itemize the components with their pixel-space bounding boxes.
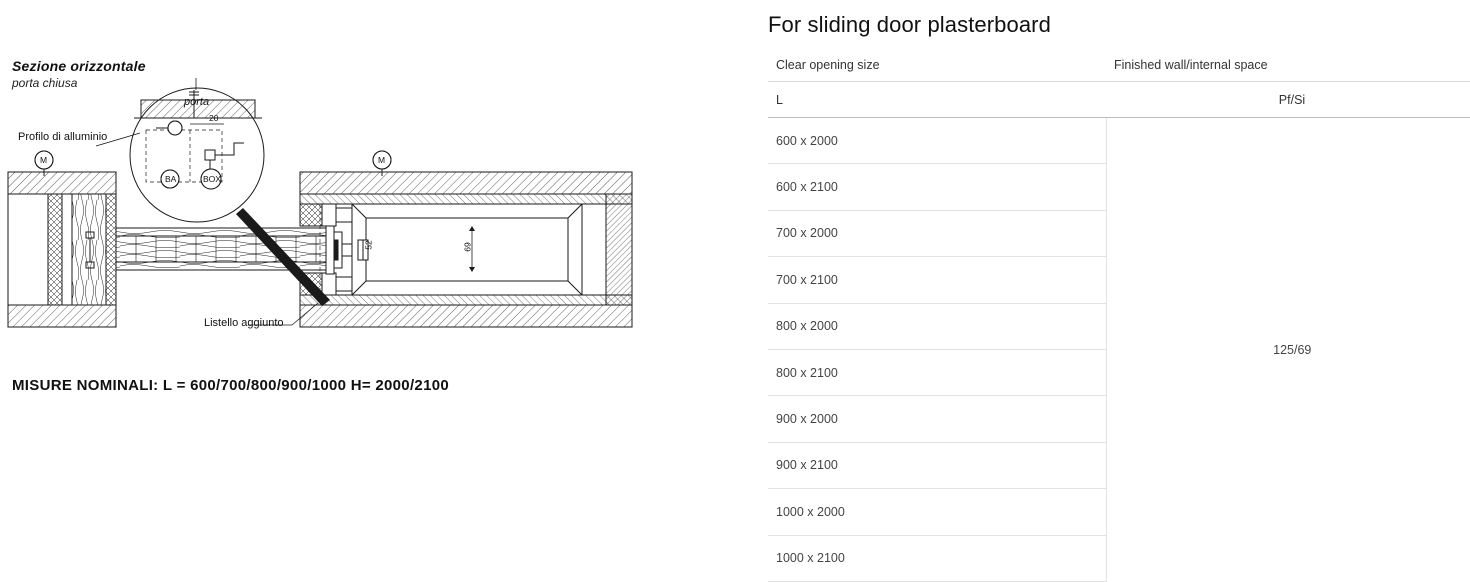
tag-ba-detail: BA bbox=[165, 174, 177, 184]
cell-size: 800 x 2000 bbox=[768, 303, 1106, 349]
label-profilo-alluminio: Profilo di alluminio bbox=[18, 131, 108, 143]
cell-size: 800 x 2100 bbox=[768, 349, 1106, 395]
cell-size: 600 x 2100 bbox=[768, 164, 1106, 210]
table-group-header-row bbox=[768, 48, 1470, 82]
label-porta: porta bbox=[184, 96, 210, 108]
subheader-L: L bbox=[768, 82, 1106, 118]
cell-size: 600 x 2000 bbox=[768, 118, 1106, 164]
label-porta-dimension: ~20 bbox=[204, 113, 219, 123]
subheader-pf-si: Pf/Si bbox=[1106, 82, 1470, 118]
table-row bbox=[768, 118, 1470, 164]
header-finished-wall: Finished wall/internal space bbox=[1106, 48, 1470, 82]
dimension-52: 52 bbox=[363, 240, 374, 250]
cell-merged-pf-si: 125/69 bbox=[1273, 342, 1312, 357]
header-clear-opening-size: Clear opening size bbox=[768, 48, 1106, 82]
cell-size: 900 x 2000 bbox=[768, 396, 1106, 442]
cell-size: 1000 x 2100 bbox=[768, 535, 1106, 581]
drawing-title: Sezione orizzontale bbox=[12, 58, 146, 74]
sizes-table-pane bbox=[768, 0, 1470, 577]
label-listello-aggiunto: Listello aggiunto bbox=[204, 317, 284, 329]
tag-m-left: M bbox=[40, 155, 48, 165]
sizes-table bbox=[768, 48, 1470, 582]
cell-size: 700 x 2000 bbox=[768, 210, 1106, 256]
dimension-69: 69 bbox=[462, 242, 473, 252]
nominal-sizes-note: MISURE NOMINALI: L = 600/700/800/900/1000 H= 2000/2100 bbox=[12, 377, 449, 394]
tag-box-detail: BOX bbox=[203, 174, 221, 184]
horizontal-section-drawing bbox=[0, 0, 745, 360]
cell-size: 1000 x 2000 bbox=[768, 489, 1106, 535]
cell-size: 900 x 2100 bbox=[768, 442, 1106, 488]
page-title: For sliding door plasterboard bbox=[768, 12, 1051, 37]
table-sub-header-row bbox=[768, 82, 1470, 118]
table-body bbox=[768, 118, 1470, 582]
tag-m-right: M bbox=[378, 155, 386, 165]
drawing-subtitle: porta chiusa bbox=[12, 76, 78, 90]
cell-size: 700 x 2100 bbox=[768, 257, 1106, 303]
